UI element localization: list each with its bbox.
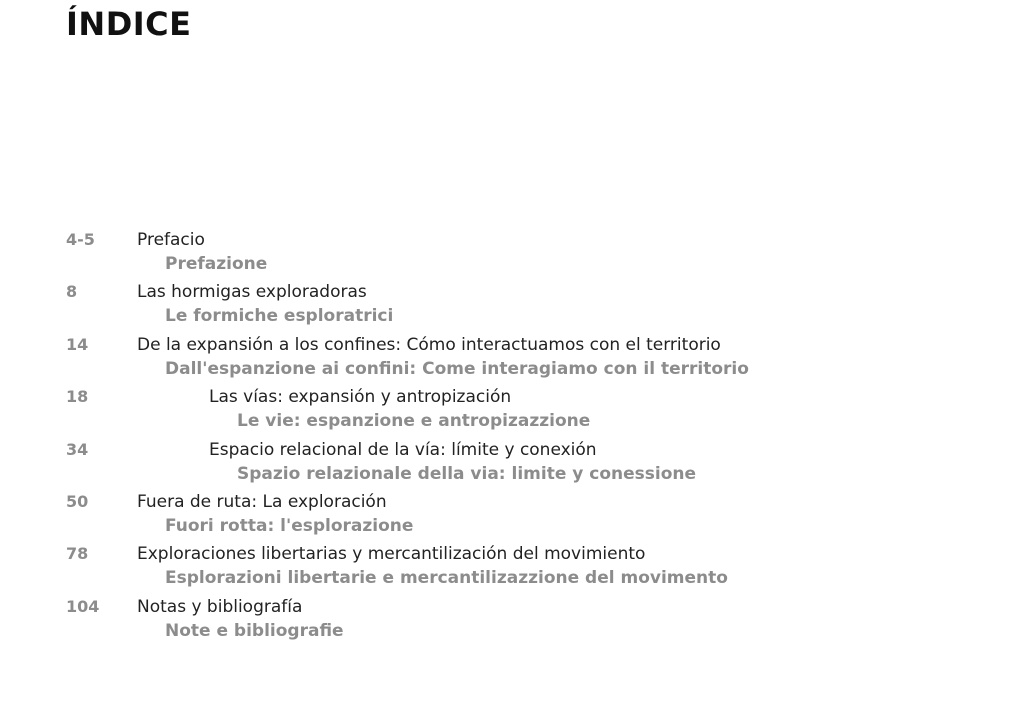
page-number: 34 (66, 439, 89, 459)
toc-subentry[interactable] (66, 385, 1006, 437)
entry-title-es: Espacio relacional de la vía: límite y conexión (209, 439, 597, 460)
toc-entry[interactable] (66, 542, 1006, 594)
toc-entry[interactable] (66, 333, 1006, 385)
entry-title-es: Exploraciones libertarias y mercantilización del movimiento (137, 544, 646, 565)
toc-subentry[interactable] (66, 438, 1006, 490)
page-number: 4-5 (66, 230, 95, 249)
entry-title-it: Esplorazioni libertarie e mercantilizazzione del movimento (165, 568, 728, 589)
toc-entry[interactable] (66, 490, 1006, 542)
entry-title-it: Le vie: espanzione e antropizazzione (237, 411, 591, 432)
entry-title-it: Le formiche esploratrici (165, 306, 394, 327)
entry-title-es: Prefacio (137, 230, 205, 250)
toc-entry[interactable] (66, 595, 1006, 647)
table-of-contents (66, 228, 1006, 647)
toc-entry[interactable] (66, 228, 1006, 280)
page-number: 14 (66, 334, 89, 354)
entry-title-it: Dall'espanzione ai confini: Come interagiamo con il territorio (165, 358, 749, 379)
page-title: ÍNDICE (66, 5, 192, 43)
entry-title-it: Fuori rotta: l'esplorazione (165, 515, 414, 536)
page-number: 78 (66, 544, 89, 564)
entry-title-it: Spazio relazionale della via: limite y conessione (237, 463, 697, 484)
page-number: 8 (66, 282, 78, 302)
entry-title-es: De la expansión a los confines: Cómo interactuamos con el territorio (137, 334, 721, 355)
entry-title-it: Prefazione (165, 254, 268, 274)
entry-title-es: Las hormigas exploradoras (137, 282, 367, 303)
entry-title-es: Notas y bibliografía (137, 596, 303, 617)
entry-title-es: Las vías: expansión y antropización (209, 387, 512, 408)
toc-entry[interactable] (66, 280, 1006, 332)
entry-title-it: Note e bibliografie (165, 620, 344, 641)
page-number: 104 (66, 596, 100, 616)
page-number: 18 (66, 387, 89, 407)
entry-title-es: Fuera de ruta: La exploración (137, 491, 387, 512)
page-number: 50 (66, 491, 89, 511)
